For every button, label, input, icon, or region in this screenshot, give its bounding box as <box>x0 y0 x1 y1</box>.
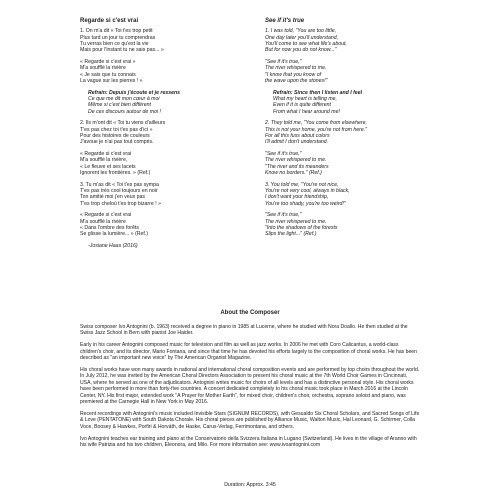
lyric-line: You're too shady, you're too weird!" <box>265 200 346 207</box>
lyric-line: La vague sur les pierres ! » <box>80 77 143 84</box>
lyric-line: the wave upon the stones!" <box>265 77 328 84</box>
english-lyrics-column <box>265 18 465 243</box>
lyric-line: "See if it's true," <box>265 151 302 158</box>
about-composer-heading: About the Composer <box>220 310 280 316</box>
lyric-line: T'es pas chez toi t'es pas d'ici » <box>80 126 153 133</box>
lyric-line: The river whispered to me. <box>265 157 327 164</box>
lyric-line: 1. On m'a dit « Toi t'es trop petit <box>80 28 153 35</box>
english-chorus-1 <box>265 59 465 84</box>
english-refrain <box>273 90 465 115</box>
lyric-line: T'es pas très cool toujours en noir <box>80 188 158 195</box>
lyric-line: What my heart is telling me, <box>273 95 338 102</box>
lyric-line: You'll come to see what life's about, <box>265 40 347 47</box>
french-chorus-2 <box>80 151 280 176</box>
lyric-line: M'a soufflé la rivière <box>80 218 126 225</box>
french-stanza-2 <box>80 120 280 145</box>
english-stanza-2 <box>265 120 465 145</box>
lyric-line: "See if it's true," <box>265 212 302 219</box>
lyric-line: This is not your home, you're not from here." <box>265 126 368 133</box>
lyric-line: "I know that you know of <box>265 71 322 78</box>
lyric-line: Ton amitié moi j'en veux pas <box>80 194 145 201</box>
lyric-line: « Regarde si c'est vrai <box>80 212 132 219</box>
lyric-line: Ce que me dit mon cœur à moi <box>88 95 160 102</box>
lyric-line: « Regarde si c'est vrai » <box>80 58 136 65</box>
bio-paragraph-5: Ivo Antognini teaches ear training and piano at the Conservatorio della Svizzera Italiana in Lugano (Switzerland). He lives in the village of Aranno with his wife Patrizia and his two children, Eleonora, and Milo. For more information see: www.ivoantognini.com <box>80 435 417 449</box>
english-chorus-3 <box>265 212 465 237</box>
lyric-line: Slips the light..." (Ref.) <box>265 231 317 238</box>
french-refrain <box>88 90 280 115</box>
french-stanza-1 <box>80 28 280 53</box>
lyric-line: M'a soufflé la rivière <box>80 65 126 72</box>
lyric-line: You're not very cool, always in black, <box>265 188 350 195</box>
lyric-line: De ces discours autour de moi ! <box>88 108 161 115</box>
english-stanza-3 <box>265 182 465 207</box>
lyric-line: « Regarde si c'est vrai <box>80 151 132 158</box>
lyric-line: Know no borders." (Ref.) <box>265 169 322 176</box>
french-title: Regarde si c'est vrai <box>80 18 139 24</box>
french-chorus-1 <box>80 59 280 84</box>
bio-paragraph-2: Early in his career Antognini composed music for television and film as well as jazz works. In 2006 he met with Coro Calicantus, a world-class children's choir, and its director, Mario Fontana, and since that time he has devoted his efforts largely to the composition of choral works. He has been described as "an important new voice" by The American Organist Magazine. <box>80 342 417 362</box>
lyric-line: 3. You told me, "You're not nice, <box>265 181 339 188</box>
english-stanza-1 <box>265 28 465 53</box>
lyric-line: 3. Tu m'as dit « Toi t'es pas sympa <box>80 181 159 188</box>
lyric-line: Even if it is quite different <box>273 102 331 109</box>
lyric-line: Plus tard un jour tu comprendras <box>80 34 156 41</box>
bio-paragraph-4: Recent recordings with Antognini's music included Invisible Stars (SIGNUM RECORDS), with Gesualdo Six Choral Scholars, and Sacred Songs of Life & Love (PENTATONE) with South Dakota Chorale. His choral pieces are published by Alliance Music, Walton Music, Hal Leonard, G. Schirmer, Colla Voce, Boosey & Hawkes, Porfiri & Horváth, de Haske, Carus-Verlag, Ferrimontana, and others. <box>80 410 420 430</box>
lyric-line: Mais pour l'instant tu ne sais pas... » <box>80 47 164 54</box>
lyric-line: The river whispered to me. <box>265 65 327 72</box>
bio-paragraph-1: Swiss composer Ivo Antognini (b. 1963) received a degree in piano in 1985 at Lucerne, where he studied with Nora Doallo. He then studied at the Swiss Jazz School in Bern with pianist Joe Haider. <box>80 324 408 337</box>
lyric-line: Pour des histoires de couleurs <box>80 132 150 139</box>
lyric-line: Refrain: Depuis j'écoute et je ressens <box>88 89 181 96</box>
lyric-line: M'a soufflé la rivière, <box>80 157 128 164</box>
lyric-line: One day later you'll understand, <box>265 34 339 41</box>
bio-paragraph-3: His choral works have won many awards in national and international choral composition events and are performed by top choirs throughout the world. In July 2012, he was invited by the American Choral Directors Association to present his choral music at the 7th World Choir Games in Cincinnati, USA, where he served as one of the adjudicators. Antognini writes music for choirs of all levels and has a distinctive personal style. His choral works have been performed in more than forty-five countries. A concert dedicated completely to his choral music took place in March 2016 at the Lincoln Center, NY. His first major, extended work "A Prayer for Mother Earth", for mixed choir, children's choir, orchestra, soprano soloist and piano, was premiered at the Carnegie Hall in New York in May 2016. <box>80 367 420 406</box>
lyric-line: « Je sais que tu connais <box>80 71 136 78</box>
composer-bio <box>80 324 420 454</box>
lyric-line: "The river and its meanders <box>265 163 329 170</box>
french-stanza-3 <box>80 182 280 207</box>
lyric-line: For all this fuss about colors <box>265 132 330 139</box>
lyricist-byline: -Josiane Haas (2016) <box>88 243 138 250</box>
french-chorus-3 <box>80 212 280 237</box>
lyric-line: I'll admit I don't understand. <box>265 139 329 146</box>
lyric-line: Se glisse la lumière... » (Ref.) <box>80 231 149 238</box>
lyric-line: T'es trop cheloù t'es trop bizarre ! » <box>80 200 161 207</box>
lyric-line: 1. I was told, "You are too little, <box>265 28 337 35</box>
duration-text: Duration: Approx. 3:45 <box>224 482 276 488</box>
lyric-line: Tu verras bien ce qu'est la vie <box>80 40 149 47</box>
lyric-line: Refrain: Since then I listen and I feel <box>273 89 363 96</box>
lyric-line: « Le fleuve et ses lacets <box>80 163 136 170</box>
lyric-line: I don't want your friendship, <box>265 194 329 201</box>
lyric-line: From what I hear around me! <box>273 108 340 115</box>
lyric-line: But for now you do not know..." <box>265 47 337 54</box>
lyric-line: Ignorent les frontières. » (Ref.) <box>80 169 151 176</box>
lyric-line: 2. They told me, "You come from elsewhere, <box>265 120 367 127</box>
lyric-line: J'avoue je n'ai pas tout compris. <box>80 139 154 146</box>
english-title: See if it's true <box>265 18 305 24</box>
lyric-line: "Into the shadows of the forests <box>265 225 338 232</box>
lyric-line: The river whispered to me. <box>265 218 327 225</box>
lyric-line: "See if it's true," <box>265 58 302 65</box>
lyric-line: 2. Ils m'ont dit « Toi tu viens d'ailleurs <box>80 120 166 127</box>
french-lyrics-column <box>80 18 280 249</box>
lyric-line: Même si c'est bien différent <box>88 102 151 109</box>
english-chorus-2 <box>265 151 465 176</box>
lyric-line: « Dans l'ombre des forêts <box>80 225 139 232</box>
